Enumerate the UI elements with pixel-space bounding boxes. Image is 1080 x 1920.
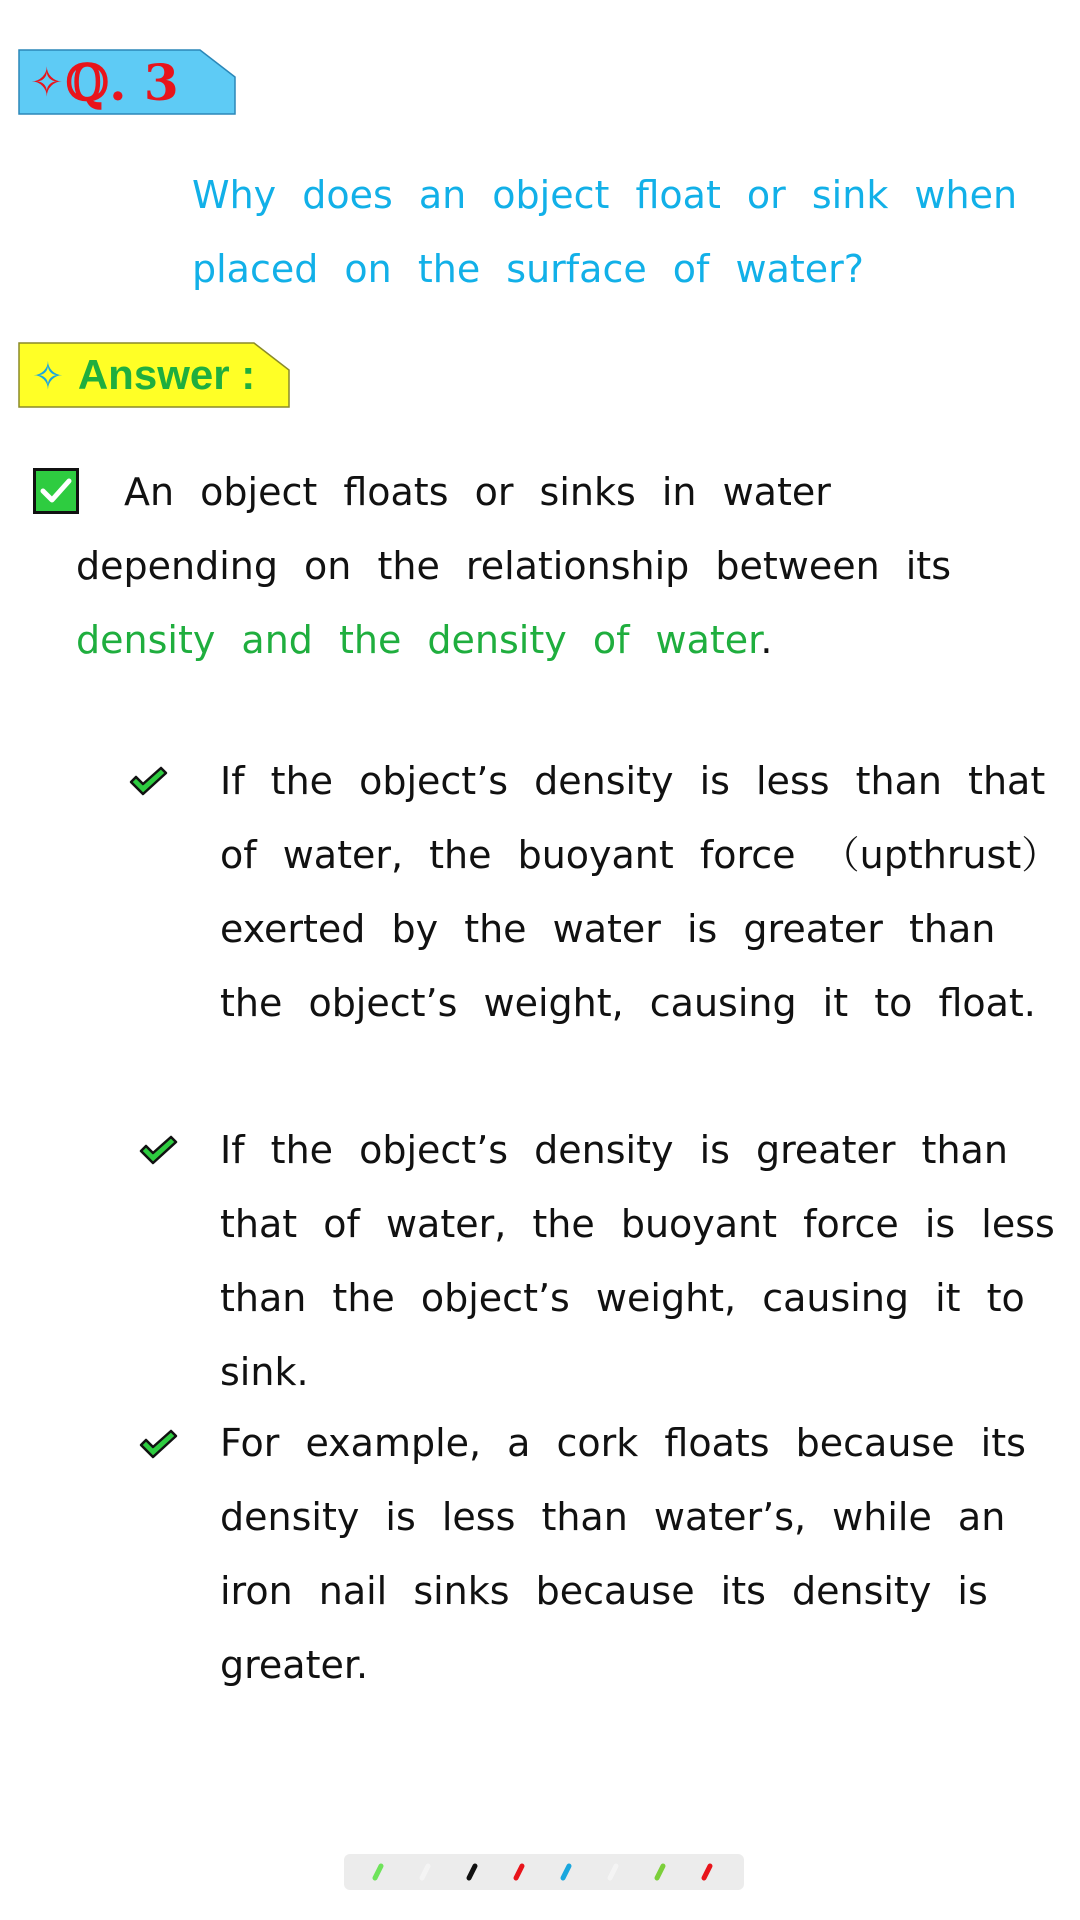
pen-color-bar [344,1854,744,1890]
answer-label: Answer : [77,351,256,398]
bullet-point: If the object’s density is less than that of water, the buoyant force （upthrust） exerted by the water is greater than the object’s weight, causing it to float. [220,759,1060,1025]
pen-color-mark[interactable] [657,1866,663,1878]
checkbox-checked-icon [33,468,79,514]
bullet-point: If the object’s density is greater than that of water, the buoyant force is less than the object’s weight, causing it to sink. [220,1128,1055,1394]
pen-color-mark[interactable] [610,1866,616,1878]
sparkle-icon: ✧ [30,60,64,106]
check-mark-icon [138,1428,178,1460]
pen-color-mark[interactable] [422,1866,428,1878]
bullet-point: For example, a cork floats because its density is less than water’s, while an iron nail sinks because its density is greater. [220,1421,1026,1687]
answer-intro [76,455,1036,677]
check-mark-icon [128,765,168,797]
answer-badge [18,342,290,408]
intro-text: An object floats or sinks in water depending on the relationship between its [76,470,951,588]
pen-color-marks [344,1854,744,1890]
pen-color-mark[interactable] [516,1866,522,1878]
intro-highlight: density and the density of water [76,618,761,662]
sparkle-icon: ✧ [32,356,64,398]
pen-color-mark[interactable] [704,1866,710,1878]
question-number [30,50,179,116]
intro-end: . [760,618,773,662]
pen-color-mark[interactable] [563,1866,569,1878]
question-text: Why does an object float or sink when placed on the surface of water? [192,173,1018,291]
check-mark-icon [138,1134,178,1166]
question-label: ℚ. 3 [65,53,179,112]
pen-color-mark[interactable] [469,1866,475,1878]
pen-color-mark[interactable] [375,1866,381,1878]
